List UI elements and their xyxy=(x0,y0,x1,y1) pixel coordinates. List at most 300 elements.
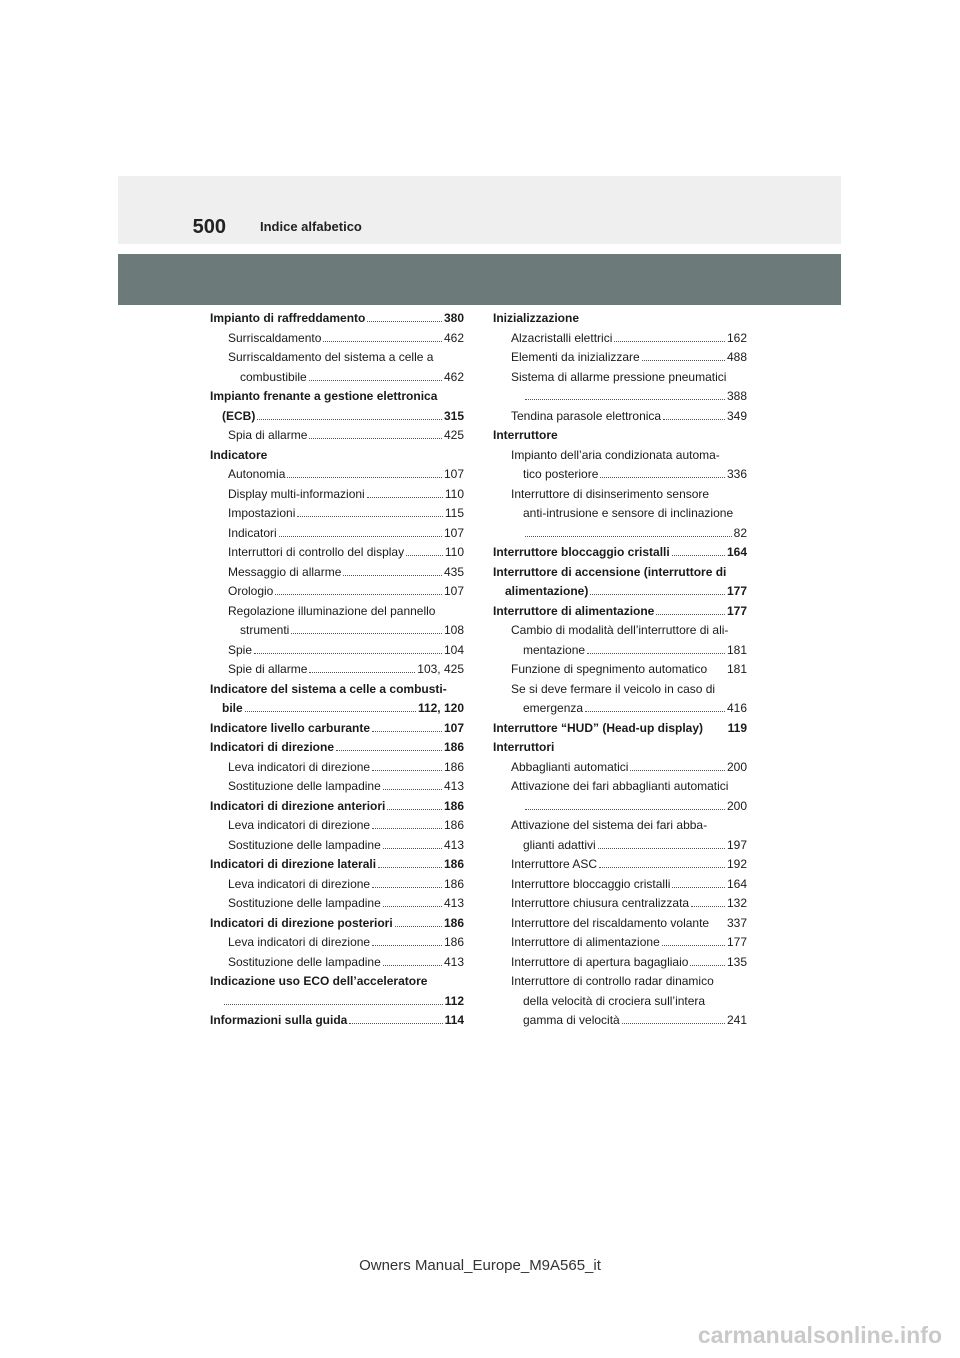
index-term: Spie xyxy=(228,642,253,657)
page-reference: 177 xyxy=(726,584,747,598)
index-subentry xyxy=(210,602,464,641)
index-entry xyxy=(493,426,747,446)
index-line xyxy=(210,992,464,1012)
page-reference: 112 xyxy=(444,993,464,1008)
page-reference: 413 xyxy=(443,896,464,910)
index-line xyxy=(511,621,747,641)
index-term: Leva indicatori di direzione xyxy=(228,935,371,949)
page-reference: 112, 120 xyxy=(417,701,464,715)
dot-leader xyxy=(642,360,725,361)
index-line xyxy=(228,836,464,856)
index-subentry xyxy=(210,758,464,778)
index-line xyxy=(210,719,464,739)
dot-leader xyxy=(245,711,416,712)
page-reference: 186 xyxy=(443,740,464,754)
dot-leader xyxy=(614,341,725,342)
index-line xyxy=(511,660,747,680)
page-reference: 164 xyxy=(726,545,747,559)
index-line xyxy=(493,738,747,758)
index-subentry xyxy=(210,641,464,661)
index-line xyxy=(511,504,747,524)
index-line xyxy=(511,446,747,466)
index-term: Interruttori di controllo del display xyxy=(228,545,405,559)
index-entry xyxy=(210,855,464,875)
index-line xyxy=(511,524,747,544)
dot-leader xyxy=(275,594,442,595)
page-reference: 135 xyxy=(726,954,747,969)
index-subentry xyxy=(210,933,464,953)
index-term: Inizializzazione xyxy=(493,311,580,325)
page-reference: 488 xyxy=(726,350,747,364)
index-entry xyxy=(210,387,464,426)
index-term: Interruttore chiusura centralizzata xyxy=(511,896,690,910)
index-line xyxy=(511,855,747,875)
dot-leader xyxy=(383,906,442,907)
index-term: Autonomia xyxy=(228,467,286,481)
index-subentry xyxy=(493,368,747,407)
index-subentry xyxy=(210,563,464,583)
header-divider-band xyxy=(118,254,841,305)
index-subentry xyxy=(493,875,747,895)
index-term: Sistema di allarme pressione pneumatici xyxy=(511,369,727,384)
index-term: Display multi-informazioni xyxy=(228,486,365,501)
index-term: Indicatore livello carburante xyxy=(210,720,371,735)
index-line xyxy=(228,563,464,583)
index-entry xyxy=(210,914,464,934)
page-reference: 192 xyxy=(726,857,747,871)
index-line xyxy=(210,407,464,427)
dot-leader xyxy=(630,770,725,771)
index-term: bile xyxy=(222,701,243,715)
index-line xyxy=(228,894,464,914)
index-line xyxy=(228,582,464,602)
index-line xyxy=(228,777,464,797)
dot-leader xyxy=(372,945,442,946)
index-line xyxy=(511,875,747,895)
index-term: Surriscaldamento del sistema a celle a xyxy=(228,350,434,364)
index-term: alimentazione) xyxy=(505,584,589,598)
dot-leader xyxy=(525,536,732,537)
page-reference: 416 xyxy=(726,701,747,715)
index-term: Funzione di spegnimento automatico xyxy=(511,662,708,676)
index-subentry xyxy=(210,582,464,602)
index-subentry xyxy=(210,953,464,973)
section-title: Indice alfabetico xyxy=(260,219,362,234)
index-line xyxy=(511,992,747,1012)
index-subentry xyxy=(210,894,464,914)
index-line xyxy=(511,699,747,719)
index-line xyxy=(511,641,747,661)
index-term: Interruttori xyxy=(493,740,555,754)
index-term: Interruttore “HUD” (Head-up display) xyxy=(493,720,704,735)
dot-leader xyxy=(691,906,725,907)
index-line xyxy=(228,621,464,641)
index-subentry xyxy=(493,446,747,485)
dot-leader xyxy=(287,477,442,478)
page-reference: 200 xyxy=(726,798,747,813)
page-reference: 132 xyxy=(726,896,747,910)
index-term: Interruttore bloccaggio cristalli xyxy=(511,876,671,891)
index-term: Leva indicatori di direzione xyxy=(228,818,371,832)
index-line xyxy=(511,1011,747,1031)
index-line xyxy=(210,1011,464,1031)
page-reference: 119 xyxy=(727,720,747,735)
dot-leader xyxy=(395,926,442,927)
index-subentry xyxy=(493,758,747,778)
index-term: Spia di allarme xyxy=(228,428,308,442)
index-subentry xyxy=(493,680,747,719)
index-term: Messaggio di allarme xyxy=(228,564,342,579)
dot-leader xyxy=(343,575,442,576)
dot-leader xyxy=(383,965,442,966)
index-term: Interruttore di alimentazione xyxy=(493,603,655,618)
index-term: Interruttore bloccaggio cristalli xyxy=(493,545,670,559)
page-reference: 413 xyxy=(443,779,464,793)
index-line xyxy=(493,563,747,583)
index-subentry xyxy=(493,972,747,1031)
index-entry xyxy=(493,563,747,602)
index-column-left xyxy=(210,309,464,1031)
index-line xyxy=(210,914,464,934)
index-entry xyxy=(210,719,464,739)
page-reference: 462 xyxy=(443,330,464,345)
index-subentry xyxy=(210,816,464,836)
page-reference: 110 xyxy=(444,545,464,559)
index-entry xyxy=(210,738,464,758)
index-subentry xyxy=(210,348,464,387)
index-entry xyxy=(493,602,747,622)
index-term: della velocità di crociera sull’intera xyxy=(523,993,706,1008)
index-line xyxy=(228,602,464,622)
index-term: Indicatore xyxy=(210,447,268,462)
page-reference: 241 xyxy=(726,1013,747,1027)
index-entry xyxy=(493,543,747,563)
index-term: Interruttore di disinserimento sensore xyxy=(511,486,710,501)
index-term: Interruttore di controllo radar dinamico xyxy=(511,974,714,988)
index-subentry xyxy=(210,543,464,563)
page-reference: 103, 425 xyxy=(417,662,464,676)
index-line xyxy=(493,582,747,602)
dot-leader xyxy=(291,633,442,634)
page-reference: 462 xyxy=(443,369,464,384)
index-line xyxy=(228,348,464,368)
page-reference: 186 xyxy=(443,818,464,832)
index-line xyxy=(210,446,464,466)
dot-leader xyxy=(309,380,442,381)
index-line xyxy=(210,855,464,875)
dot-leader xyxy=(383,789,442,790)
index-line xyxy=(511,485,747,505)
dot-leader xyxy=(367,321,442,322)
index-term: Alzacristalli elettrici xyxy=(511,330,613,345)
page-reference: 388 xyxy=(726,389,747,403)
dot-leader xyxy=(349,1023,442,1024)
dot-leader xyxy=(672,555,725,556)
index-column-right xyxy=(493,309,747,1031)
page-reference: 349 xyxy=(726,408,747,423)
dot-leader xyxy=(372,887,442,888)
dot-leader xyxy=(656,614,725,615)
index-term: Impianto dell’aria condizionata automa- xyxy=(511,447,720,462)
index-term: Interruttore del riscaldamento volante xyxy=(511,915,710,930)
index-term: Attivazione dei fari abbaglianti automatici xyxy=(511,779,729,793)
index-line xyxy=(511,387,747,407)
index-line xyxy=(228,524,464,544)
index-subentry xyxy=(210,504,464,524)
index-term: Interruttore di apertura bagagliaio xyxy=(511,954,689,969)
index-line xyxy=(228,426,464,446)
index-term: Elementi da inizializzare xyxy=(511,350,640,364)
index-term: Leva indicatori di direzione xyxy=(228,876,371,891)
page-reference: 435 xyxy=(443,564,464,579)
dot-leader xyxy=(590,594,725,595)
index-term: Surriscaldamento xyxy=(228,330,322,345)
dot-leader xyxy=(297,516,442,517)
dot-leader xyxy=(663,419,725,420)
index-subentry xyxy=(493,894,747,914)
index-term: Orologio xyxy=(228,584,274,598)
page-reference: 336 xyxy=(726,467,747,481)
page-reference: 186 xyxy=(443,915,464,930)
index-term: gamma di velocità xyxy=(523,1013,620,1027)
index-line xyxy=(228,660,464,680)
index-line xyxy=(210,699,464,719)
page-reference: 162 xyxy=(726,330,747,345)
page-header xyxy=(118,176,841,244)
page-reference: 115 xyxy=(444,506,464,520)
dot-leader xyxy=(587,653,725,654)
page-reference: 110 xyxy=(444,486,464,501)
index-entry xyxy=(210,797,464,817)
index-subentry xyxy=(493,914,747,934)
dot-leader xyxy=(309,672,415,673)
index-subentry xyxy=(493,660,747,680)
index-term: Indicatori xyxy=(228,525,277,540)
page-reference: 177 xyxy=(726,935,747,949)
index-line xyxy=(210,797,464,817)
index-term: Interruttore ASC xyxy=(511,857,598,871)
index-subentry xyxy=(210,524,464,544)
page-reference: 107 xyxy=(443,720,464,735)
index-line xyxy=(493,719,747,739)
index-term: Indicatori di direzione posteriori xyxy=(210,915,393,930)
page-reference: 200 xyxy=(726,759,747,774)
dot-leader xyxy=(662,945,725,946)
index-term: anti-intrusione e sensore di inclinazione xyxy=(523,506,734,520)
index-term: Abbaglianti automatici xyxy=(511,759,629,774)
index-subentry xyxy=(210,875,464,895)
index-term: (ECB) xyxy=(222,408,256,423)
page-reference: 186 xyxy=(443,759,464,774)
index-line xyxy=(511,953,747,973)
index-line xyxy=(228,953,464,973)
index-term: Spie di allarme xyxy=(228,662,308,676)
index-term: glianti adattivi xyxy=(523,837,596,852)
index-line xyxy=(511,894,747,914)
index-term: Se si deve fermare il veicolo in caso di xyxy=(511,681,716,696)
index-line xyxy=(228,758,464,778)
index-term: Indicatori di direzione laterali xyxy=(210,857,377,871)
index-subentry xyxy=(493,621,747,660)
dot-leader xyxy=(406,555,443,556)
page-reference: 413 xyxy=(443,837,464,852)
index-line xyxy=(210,387,464,407)
page-reference: 413 xyxy=(443,954,464,969)
page-reference: 114 xyxy=(444,1013,464,1027)
dot-leader xyxy=(690,965,725,966)
index-subentry xyxy=(493,329,747,349)
dot-leader xyxy=(383,848,442,849)
index-line xyxy=(511,348,747,368)
dot-leader xyxy=(525,399,725,400)
index-line xyxy=(511,816,747,836)
dot-leader xyxy=(257,419,442,420)
dot-leader xyxy=(367,497,443,498)
footer-document-id: Owners Manual_Europe_M9A565_it xyxy=(359,1257,601,1274)
index-term: tico posteriore xyxy=(523,467,599,481)
dot-leader xyxy=(336,750,442,751)
index-term: Attivazione del sistema dei fari abba- xyxy=(511,818,708,832)
index-subentry xyxy=(210,426,464,446)
dot-leader xyxy=(372,770,442,771)
page-reference: 108 xyxy=(443,623,464,637)
page-reference: 104 xyxy=(443,642,464,657)
index-term: Interruttore xyxy=(493,428,558,442)
index-line xyxy=(228,816,464,836)
index-term: Interruttore di alimentazione xyxy=(511,935,660,949)
index-term: Sostituzione delle lampadine xyxy=(228,837,381,852)
index-term: Sostituzione delle lampadine xyxy=(228,954,381,969)
page-reference: 425 xyxy=(443,428,464,442)
page-reference: 186 xyxy=(443,857,464,871)
page-reference: 107 xyxy=(443,525,464,540)
page-reference: 197 xyxy=(726,837,747,852)
index-subentry xyxy=(210,465,464,485)
index-line xyxy=(511,972,747,992)
index-subentry xyxy=(493,348,747,368)
index-line xyxy=(511,465,747,485)
index-entry xyxy=(210,972,464,1011)
index-line xyxy=(210,309,464,329)
index-term: Interruttore di accensione (interruttore di xyxy=(493,564,727,579)
index-subentry xyxy=(210,485,464,505)
dot-leader xyxy=(387,809,442,810)
index-term: Regolazione illuminazione del pannello xyxy=(228,603,436,618)
dot-leader xyxy=(622,1023,725,1024)
dot-leader xyxy=(224,1004,443,1005)
dot-leader xyxy=(585,711,725,712)
page-reference: 315 xyxy=(443,408,464,423)
page-reference: 337 xyxy=(726,915,747,930)
index-term: Leva indicatori di direzione xyxy=(228,759,371,774)
index-term: Informazioni sulla guida xyxy=(210,1013,348,1027)
index-subentry xyxy=(493,933,747,953)
index-term: Indicatori di direzione anteriori xyxy=(210,798,386,813)
page-reference: 186 xyxy=(443,798,464,813)
index-line xyxy=(228,368,464,388)
dot-leader xyxy=(525,809,725,810)
index-term: Impianto frenante a gestione elettronica xyxy=(210,389,438,403)
index-subentry xyxy=(493,855,747,875)
dot-leader xyxy=(323,341,442,342)
index-line xyxy=(511,933,747,953)
watermark: carmanualsonline.info xyxy=(697,1322,942,1348)
index-line xyxy=(228,641,464,661)
page-reference: 186 xyxy=(443,935,464,949)
index-entry xyxy=(493,738,747,758)
index-term: Indicatore del sistema a celle a combusti- xyxy=(210,681,447,696)
index-entry xyxy=(210,446,464,466)
index-term: Sostituzione delle lampadine xyxy=(228,779,381,793)
index-line xyxy=(511,758,747,778)
index-term: Sostituzione delle lampadine xyxy=(228,896,381,910)
page-reference: 177 xyxy=(726,603,747,618)
index-line xyxy=(228,875,464,895)
index-term: Impianto di raffreddamento xyxy=(210,311,366,325)
index-subentry xyxy=(493,816,747,855)
index-term: strumenti xyxy=(240,623,290,637)
index-term: Indicatori di direzione xyxy=(210,740,335,754)
index-line xyxy=(210,680,464,700)
index-term: Cambio di modalità dell’interruttore di ali- xyxy=(511,623,729,637)
dot-leader xyxy=(598,848,725,849)
page-reference: 82 xyxy=(733,525,747,540)
dot-leader xyxy=(254,653,442,654)
index-line xyxy=(228,543,464,563)
index-line xyxy=(228,329,464,349)
index-line xyxy=(511,368,747,388)
index-line xyxy=(511,836,747,856)
index-subentry xyxy=(210,836,464,856)
index-line xyxy=(511,777,747,797)
index-line xyxy=(493,602,747,622)
index-term: combustibile xyxy=(240,369,307,384)
index-line xyxy=(228,933,464,953)
index-line xyxy=(511,407,747,427)
index-line xyxy=(493,426,747,446)
index-line xyxy=(511,329,747,349)
dot-leader xyxy=(372,731,442,732)
page-reference: 181 xyxy=(726,642,747,657)
index-entry xyxy=(493,719,747,739)
index-term: mentazione xyxy=(523,642,586,657)
page-reference: 181 xyxy=(726,662,747,676)
dot-leader xyxy=(378,867,442,868)
index-subentry xyxy=(210,777,464,797)
index-entry xyxy=(210,680,464,719)
page-reference: 380 xyxy=(443,311,464,325)
index-line xyxy=(493,309,747,329)
index-term: Indicazione uso ECO dell’acceleratore xyxy=(210,974,428,988)
index-entry xyxy=(210,1011,464,1031)
index-line xyxy=(228,485,464,505)
index-line xyxy=(228,504,464,524)
page-reference: 186 xyxy=(443,876,464,891)
dot-leader xyxy=(309,438,442,439)
dot-leader xyxy=(279,536,442,537)
index-entry xyxy=(210,309,464,329)
index-term: emergenza xyxy=(523,701,584,715)
index-subentry xyxy=(493,407,747,427)
index-line xyxy=(511,680,747,700)
index-line xyxy=(511,797,747,817)
index-line xyxy=(210,972,464,992)
index-entry xyxy=(493,309,747,329)
index-term: Tendina parasole elettronica xyxy=(511,408,662,423)
index-term: Impostazioni xyxy=(228,506,296,520)
dot-leader xyxy=(599,867,725,868)
page-reference: 107 xyxy=(443,584,464,598)
